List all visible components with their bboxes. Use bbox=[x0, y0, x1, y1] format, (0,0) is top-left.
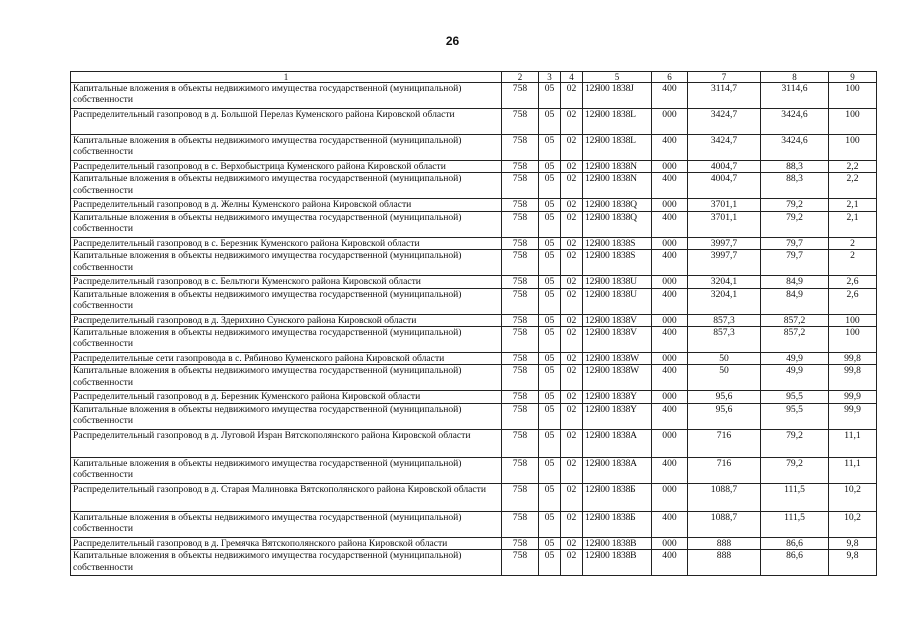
header-cell: 8 bbox=[761, 72, 829, 83]
row-code-cell: 758 bbox=[502, 288, 539, 314]
row-section-cell: 05 bbox=[539, 199, 561, 211]
row-actual-cell: 857,2 bbox=[761, 327, 829, 353]
header-cell: 3 bbox=[539, 72, 561, 83]
row-section-cell: 05 bbox=[539, 135, 561, 161]
row-expense-type-cell: 400 bbox=[652, 550, 688, 576]
row-name-cell: Капитальные вложения в объекты недвижимого имущества государственной (муниципальной) собственности bbox=[71, 550, 502, 576]
row-section-cell: 05 bbox=[539, 83, 561, 109]
row-expense-type-cell: 400 bbox=[652, 173, 688, 199]
row-target-article-cell: 12Я00 1838Q bbox=[583, 199, 652, 211]
row-plan-cell: 50 bbox=[688, 353, 761, 365]
row-target-article-cell: 12Я00 1838Б bbox=[583, 483, 652, 511]
row-expense-type-cell: 000 bbox=[652, 537, 688, 549]
table-row bbox=[71, 483, 877, 511]
row-percent-cell: 99,8 bbox=[829, 365, 877, 391]
row-expense-type-cell: 400 bbox=[652, 511, 688, 537]
row-actual-cell: 95,5 bbox=[761, 403, 829, 429]
row-section-cell: 05 bbox=[539, 391, 561, 403]
row-expense-type-cell: 000 bbox=[652, 391, 688, 403]
row-plan-cell: 3204,1 bbox=[688, 288, 761, 314]
row-subsection-cell: 02 bbox=[561, 83, 583, 109]
row-section-cell: 05 bbox=[539, 537, 561, 549]
row-percent-cell: 2 bbox=[829, 237, 877, 249]
row-actual-cell: 3114,6 bbox=[761, 83, 829, 109]
row-section-cell: 05 bbox=[539, 288, 561, 314]
row-actual-cell: 3424,6 bbox=[761, 109, 829, 135]
row-expense-type-cell: 400 bbox=[652, 250, 688, 276]
table-row bbox=[71, 537, 877, 549]
row-code-cell: 758 bbox=[502, 457, 539, 483]
row-code-cell: 758 bbox=[502, 199, 539, 211]
table-row bbox=[71, 237, 877, 249]
row-subsection-cell: 02 bbox=[561, 199, 583, 211]
table-row bbox=[71, 288, 877, 314]
row-percent-cell: 2,2 bbox=[829, 173, 877, 199]
row-section-cell: 05 bbox=[539, 457, 561, 483]
row-section-cell: 05 bbox=[539, 483, 561, 511]
row-target-article-cell: 12Я00 1838W bbox=[583, 365, 652, 391]
row-code-cell: 758 bbox=[502, 327, 539, 353]
row-code-cell: 758 bbox=[502, 211, 539, 237]
row-code-cell: 758 bbox=[502, 550, 539, 576]
row-target-article-cell: 12Я00 1838В bbox=[583, 537, 652, 549]
row-percent-cell: 11,1 bbox=[829, 457, 877, 483]
row-plan-cell: 3701,1 bbox=[688, 211, 761, 237]
row-code-cell: 758 bbox=[502, 365, 539, 391]
row-actual-cell: 857,2 bbox=[761, 314, 829, 326]
row-actual-cell: 79,2 bbox=[761, 429, 829, 457]
row-plan-cell: 3997,7 bbox=[688, 237, 761, 249]
row-code-cell: 758 bbox=[502, 353, 539, 365]
row-subsection-cell: 02 bbox=[561, 314, 583, 326]
row-subsection-cell: 02 bbox=[561, 537, 583, 549]
table-row bbox=[71, 314, 877, 326]
row-plan-cell: 1088,7 bbox=[688, 483, 761, 511]
row-percent-cell: 10,2 bbox=[829, 483, 877, 511]
row-percent-cell: 100 bbox=[829, 327, 877, 353]
row-actual-cell: 79,7 bbox=[761, 250, 829, 276]
row-code-cell: 758 bbox=[502, 429, 539, 457]
row-code-cell: 758 bbox=[502, 483, 539, 511]
row-percent-cell: 11,1 bbox=[829, 429, 877, 457]
row-actual-cell: 79,7 bbox=[761, 237, 829, 249]
row-subsection-cell: 02 bbox=[561, 237, 583, 249]
row-subsection-cell: 02 bbox=[561, 173, 583, 199]
row-actual-cell: 79,2 bbox=[761, 457, 829, 483]
row-target-article-cell: 12Я00 1838L bbox=[583, 135, 652, 161]
row-subsection-cell: 02 bbox=[561, 211, 583, 237]
table-row bbox=[71, 550, 877, 576]
row-subsection-cell: 02 bbox=[561, 403, 583, 429]
row-expense-type-cell: 000 bbox=[652, 429, 688, 457]
row-subsection-cell: 02 bbox=[561, 288, 583, 314]
row-percent-cell: 100 bbox=[829, 314, 877, 326]
row-code-cell: 758 bbox=[502, 237, 539, 249]
row-expense-type-cell: 400 bbox=[652, 365, 688, 391]
row-section-cell: 05 bbox=[539, 429, 561, 457]
row-plan-cell: 857,3 bbox=[688, 327, 761, 353]
budget-table bbox=[70, 71, 877, 576]
row-section-cell: 05 bbox=[539, 327, 561, 353]
page-number: 26 bbox=[445, 34, 460, 48]
row-name-cell: Распределительный газопровод в с. Бельтюги Куменского района Кировской области bbox=[71, 276, 502, 288]
row-actual-cell: 95,5 bbox=[761, 391, 829, 403]
row-subsection-cell: 02 bbox=[561, 483, 583, 511]
row-section-cell: 05 bbox=[539, 365, 561, 391]
row-subsection-cell: 02 bbox=[561, 327, 583, 353]
row-section-cell: 05 bbox=[539, 550, 561, 576]
row-section-cell: 05 bbox=[539, 109, 561, 135]
row-expense-type-cell: 400 bbox=[652, 327, 688, 353]
row-section-cell: 05 bbox=[539, 237, 561, 249]
table-row bbox=[71, 199, 877, 211]
row-expense-type-cell: 000 bbox=[652, 276, 688, 288]
row-name-cell: Распределительный газопровод в д. Старая Малиновка Вятскополянского района Кировской области bbox=[71, 483, 502, 511]
table-row bbox=[71, 391, 877, 403]
row-name-cell: Капитальные вложения в объекты недвижимого имущества государственной (муниципальной) собственности bbox=[71, 511, 502, 537]
row-plan-cell: 888 bbox=[688, 537, 761, 549]
row-percent-cell: 2,6 bbox=[829, 288, 877, 314]
row-plan-cell: 3204,1 bbox=[688, 276, 761, 288]
row-percent-cell: 2,1 bbox=[829, 211, 877, 237]
row-target-article-cell: 12Я00 1838Б bbox=[583, 511, 652, 537]
row-name-cell: Капитальные вложения в объекты недвижимого имущества государственной (муниципальной) собственности bbox=[71, 83, 502, 109]
row-section-cell: 05 bbox=[539, 403, 561, 429]
row-subsection-cell: 02 bbox=[561, 511, 583, 537]
table-row bbox=[71, 403, 877, 429]
row-percent-cell: 9,8 bbox=[829, 537, 877, 549]
row-subsection-cell: 02 bbox=[561, 161, 583, 173]
row-expense-type-cell: 400 bbox=[652, 211, 688, 237]
row-actual-cell: 49,9 bbox=[761, 353, 829, 365]
row-percent-cell: 99,9 bbox=[829, 391, 877, 403]
row-target-article-cell: 12Я00 1838A bbox=[583, 429, 652, 457]
row-subsection-cell: 02 bbox=[561, 429, 583, 457]
row-plan-cell: 716 bbox=[688, 429, 761, 457]
row-code-cell: 758 bbox=[502, 511, 539, 537]
row-code-cell: 758 bbox=[502, 537, 539, 549]
row-section-cell: 05 bbox=[539, 173, 561, 199]
row-name-cell: Распределительный газопровод в д. Здерихино Сунского района Кировской области bbox=[71, 314, 502, 326]
row-code-cell: 758 bbox=[502, 109, 539, 135]
row-actual-cell: 49,9 bbox=[761, 365, 829, 391]
table-row bbox=[71, 211, 877, 237]
row-name-cell: Капитальные вложения в объекты недвижимого имущества государственной (муниципальной) собственности bbox=[71, 327, 502, 353]
table-row bbox=[71, 353, 877, 365]
header-cell: 6 bbox=[652, 72, 688, 83]
row-name-cell: Капитальные вложения в объекты недвижимого имущества государственной (муниципальной) собственности bbox=[71, 250, 502, 276]
row-percent-cell: 10,2 bbox=[829, 511, 877, 537]
row-actual-cell: 111,5 bbox=[761, 511, 829, 537]
row-expense-type-cell: 400 bbox=[652, 135, 688, 161]
row-percent-cell: 9,8 bbox=[829, 550, 877, 576]
row-code-cell: 758 bbox=[502, 173, 539, 199]
row-target-article-cell: 12Я00 1838N bbox=[583, 173, 652, 199]
row-actual-cell: 79,2 bbox=[761, 199, 829, 211]
row-percent-cell: 100 bbox=[829, 109, 877, 135]
row-percent-cell: 2,2 bbox=[829, 161, 877, 173]
row-code-cell: 758 bbox=[502, 314, 539, 326]
row-target-article-cell: 12Я00 1838V bbox=[583, 314, 652, 326]
row-section-cell: 05 bbox=[539, 250, 561, 276]
row-name-cell: Капитальные вложения в объекты недвижимого имущества государственной (муниципальной) собственности bbox=[71, 457, 502, 483]
row-target-article-cell: 12Я00 1838Y bbox=[583, 391, 652, 403]
row-plan-cell: 857,3 bbox=[688, 314, 761, 326]
row-subsection-cell: 02 bbox=[561, 276, 583, 288]
row-expense-type-cell: 400 bbox=[652, 457, 688, 483]
row-section-cell: 05 bbox=[539, 511, 561, 537]
table-row bbox=[71, 135, 877, 161]
row-expense-type-cell: 000 bbox=[652, 109, 688, 135]
row-code-cell: 758 bbox=[502, 403, 539, 429]
row-target-article-cell: 12Я00 1838В bbox=[583, 550, 652, 576]
row-target-article-cell: 12Я00 1838V bbox=[583, 327, 652, 353]
table-row bbox=[71, 276, 877, 288]
table-row bbox=[71, 457, 877, 483]
row-subsection-cell: 02 bbox=[561, 353, 583, 365]
row-plan-cell: 3114,7 bbox=[688, 83, 761, 109]
row-plan-cell: 716 bbox=[688, 457, 761, 483]
table-row bbox=[71, 250, 877, 276]
row-plan-cell: 3701,1 bbox=[688, 199, 761, 211]
table-header-row bbox=[71, 72, 877, 83]
row-name-cell: Капитальные вложения в объекты недвижимого имущества государственной (муниципальной) собственности bbox=[71, 173, 502, 199]
row-name-cell: Капитальные вложения в объекты недвижимого имущества государственной (муниципальной) собственности bbox=[71, 365, 502, 391]
row-plan-cell: 3997,7 bbox=[688, 250, 761, 276]
row-target-article-cell: 12Я00 1838U bbox=[583, 288, 652, 314]
row-subsection-cell: 02 bbox=[561, 135, 583, 161]
row-subsection-cell: 02 bbox=[561, 457, 583, 483]
row-expense-type-cell: 000 bbox=[652, 237, 688, 249]
header-cell: 1 bbox=[71, 72, 502, 83]
row-name-cell: Капитальные вложения в объекты недвижимого имущества государственной (муниципальной) собственности bbox=[71, 403, 502, 429]
row-code-cell: 758 bbox=[502, 391, 539, 403]
header-cell: 2 bbox=[502, 72, 539, 83]
row-code-cell: 758 bbox=[502, 135, 539, 161]
row-subsection-cell: 02 bbox=[561, 550, 583, 576]
table-row bbox=[71, 161, 877, 173]
row-target-article-cell: 12Я00 1838S bbox=[583, 250, 652, 276]
row-name-cell: Распределительные сети газопровода в с. Рябиново Куменского района Кировской области bbox=[71, 353, 502, 365]
header-cell: 5 bbox=[583, 72, 652, 83]
row-plan-cell: 3424,7 bbox=[688, 135, 761, 161]
row-name-cell: Капитальные вложения в объекты недвижимого имущества государственной (муниципальной) собственности bbox=[71, 211, 502, 237]
header-cell: 9 bbox=[829, 72, 877, 83]
row-section-cell: 05 bbox=[539, 161, 561, 173]
row-name-cell: Распределительный газопровод в д. Большой Перелаз Куменского района Кировской области bbox=[71, 109, 502, 135]
row-subsection-cell: 02 bbox=[561, 250, 583, 276]
table-row bbox=[71, 109, 877, 135]
row-actual-cell: 84,9 bbox=[761, 276, 829, 288]
row-percent-cell: 2 bbox=[829, 250, 877, 276]
row-expense-type-cell: 000 bbox=[652, 161, 688, 173]
row-name-cell: Распределительный газопровод в д. Березник Куменского района Кировской области bbox=[71, 391, 502, 403]
row-target-article-cell: 12Я00 1838N bbox=[583, 161, 652, 173]
row-plan-cell: 1088,7 bbox=[688, 511, 761, 537]
row-target-article-cell: 12Я00 1838Y bbox=[583, 403, 652, 429]
row-plan-cell: 3424,7 bbox=[688, 109, 761, 135]
row-expense-type-cell: 000 bbox=[652, 314, 688, 326]
row-section-cell: 05 bbox=[539, 314, 561, 326]
row-actual-cell: 88,3 bbox=[761, 161, 829, 173]
row-plan-cell: 95,6 bbox=[688, 403, 761, 429]
row-name-cell: Капитальные вложения в объекты недвижимого имущества государственной (муниципальной) собственности bbox=[71, 288, 502, 314]
row-code-cell: 758 bbox=[502, 250, 539, 276]
table-row bbox=[71, 511, 877, 537]
row-percent-cell: 100 bbox=[829, 135, 877, 161]
row-target-article-cell: 12Я00 1838Q bbox=[583, 211, 652, 237]
row-percent-cell: 2,1 bbox=[829, 199, 877, 211]
table-row bbox=[71, 327, 877, 353]
row-actual-cell: 88,3 bbox=[761, 173, 829, 199]
row-expense-type-cell: 000 bbox=[652, 199, 688, 211]
row-section-cell: 05 bbox=[539, 211, 561, 237]
row-percent-cell: 99,8 bbox=[829, 353, 877, 365]
row-subsection-cell: 02 bbox=[561, 391, 583, 403]
header-cell: 7 bbox=[688, 72, 761, 83]
row-name-cell: Распределительный газопровод в д. Желны Куменского района Кировской области bbox=[71, 199, 502, 211]
row-target-article-cell: 12Я00 1838A bbox=[583, 457, 652, 483]
table-row bbox=[71, 429, 877, 457]
row-target-article-cell: 12Я00 1838W bbox=[583, 353, 652, 365]
row-actual-cell: 86,6 bbox=[761, 550, 829, 576]
row-expense-type-cell: 000 bbox=[652, 353, 688, 365]
row-expense-type-cell: 000 bbox=[652, 483, 688, 511]
row-percent-cell: 100 bbox=[829, 83, 877, 109]
row-name-cell: Распределительный газопровод в д. Луговой Изран Вятскополянского района Кировской области bbox=[71, 429, 502, 457]
row-section-cell: 05 bbox=[539, 276, 561, 288]
table-row bbox=[71, 173, 877, 199]
row-percent-cell: 2,6 bbox=[829, 276, 877, 288]
row-actual-cell: 84,9 bbox=[761, 288, 829, 314]
row-plan-cell: 4004,7 bbox=[688, 173, 761, 199]
row-section-cell: 05 bbox=[539, 353, 561, 365]
row-plan-cell: 4004,7 bbox=[688, 161, 761, 173]
row-name-cell: Распределительный газопровод в с. Березник Куменского района Кировской области bbox=[71, 237, 502, 249]
row-subsection-cell: 02 bbox=[561, 365, 583, 391]
row-plan-cell: 95,6 bbox=[688, 391, 761, 403]
row-target-article-cell: 12Я00 1838U bbox=[583, 276, 652, 288]
row-percent-cell: 99,9 bbox=[829, 403, 877, 429]
table-row bbox=[71, 83, 877, 109]
row-subsection-cell: 02 bbox=[561, 109, 583, 135]
row-name-cell: Распределительный газопровод в д. Гремячка Вятскополянского района Кировской области bbox=[71, 537, 502, 549]
row-plan-cell: 50 bbox=[688, 365, 761, 391]
row-code-cell: 758 bbox=[502, 276, 539, 288]
row-expense-type-cell: 400 bbox=[652, 288, 688, 314]
row-name-cell: Капитальные вложения в объекты недвижимого имущества государственной (муниципальной) собственности bbox=[71, 135, 502, 161]
row-actual-cell: 3424,6 bbox=[761, 135, 829, 161]
row-actual-cell: 111,5 bbox=[761, 483, 829, 511]
table-row bbox=[71, 365, 877, 391]
row-target-article-cell: 12Я00 1838L bbox=[583, 109, 652, 135]
header-cell: 4 bbox=[561, 72, 583, 83]
row-actual-cell: 86,6 bbox=[761, 537, 829, 549]
row-name-cell: Распределительный газопровод в с. Верхобыстрица Куменского района Кировской области bbox=[71, 161, 502, 173]
row-target-article-cell: 12Я00 1838J bbox=[583, 83, 652, 109]
row-expense-type-cell: 400 bbox=[652, 403, 688, 429]
row-expense-type-cell: 400 bbox=[652, 83, 688, 109]
row-actual-cell: 79,2 bbox=[761, 211, 829, 237]
row-plan-cell: 888 bbox=[688, 550, 761, 576]
row-target-article-cell: 12Я00 1838S bbox=[583, 237, 652, 249]
row-code-cell: 758 bbox=[502, 161, 539, 173]
row-code-cell: 758 bbox=[502, 83, 539, 109]
